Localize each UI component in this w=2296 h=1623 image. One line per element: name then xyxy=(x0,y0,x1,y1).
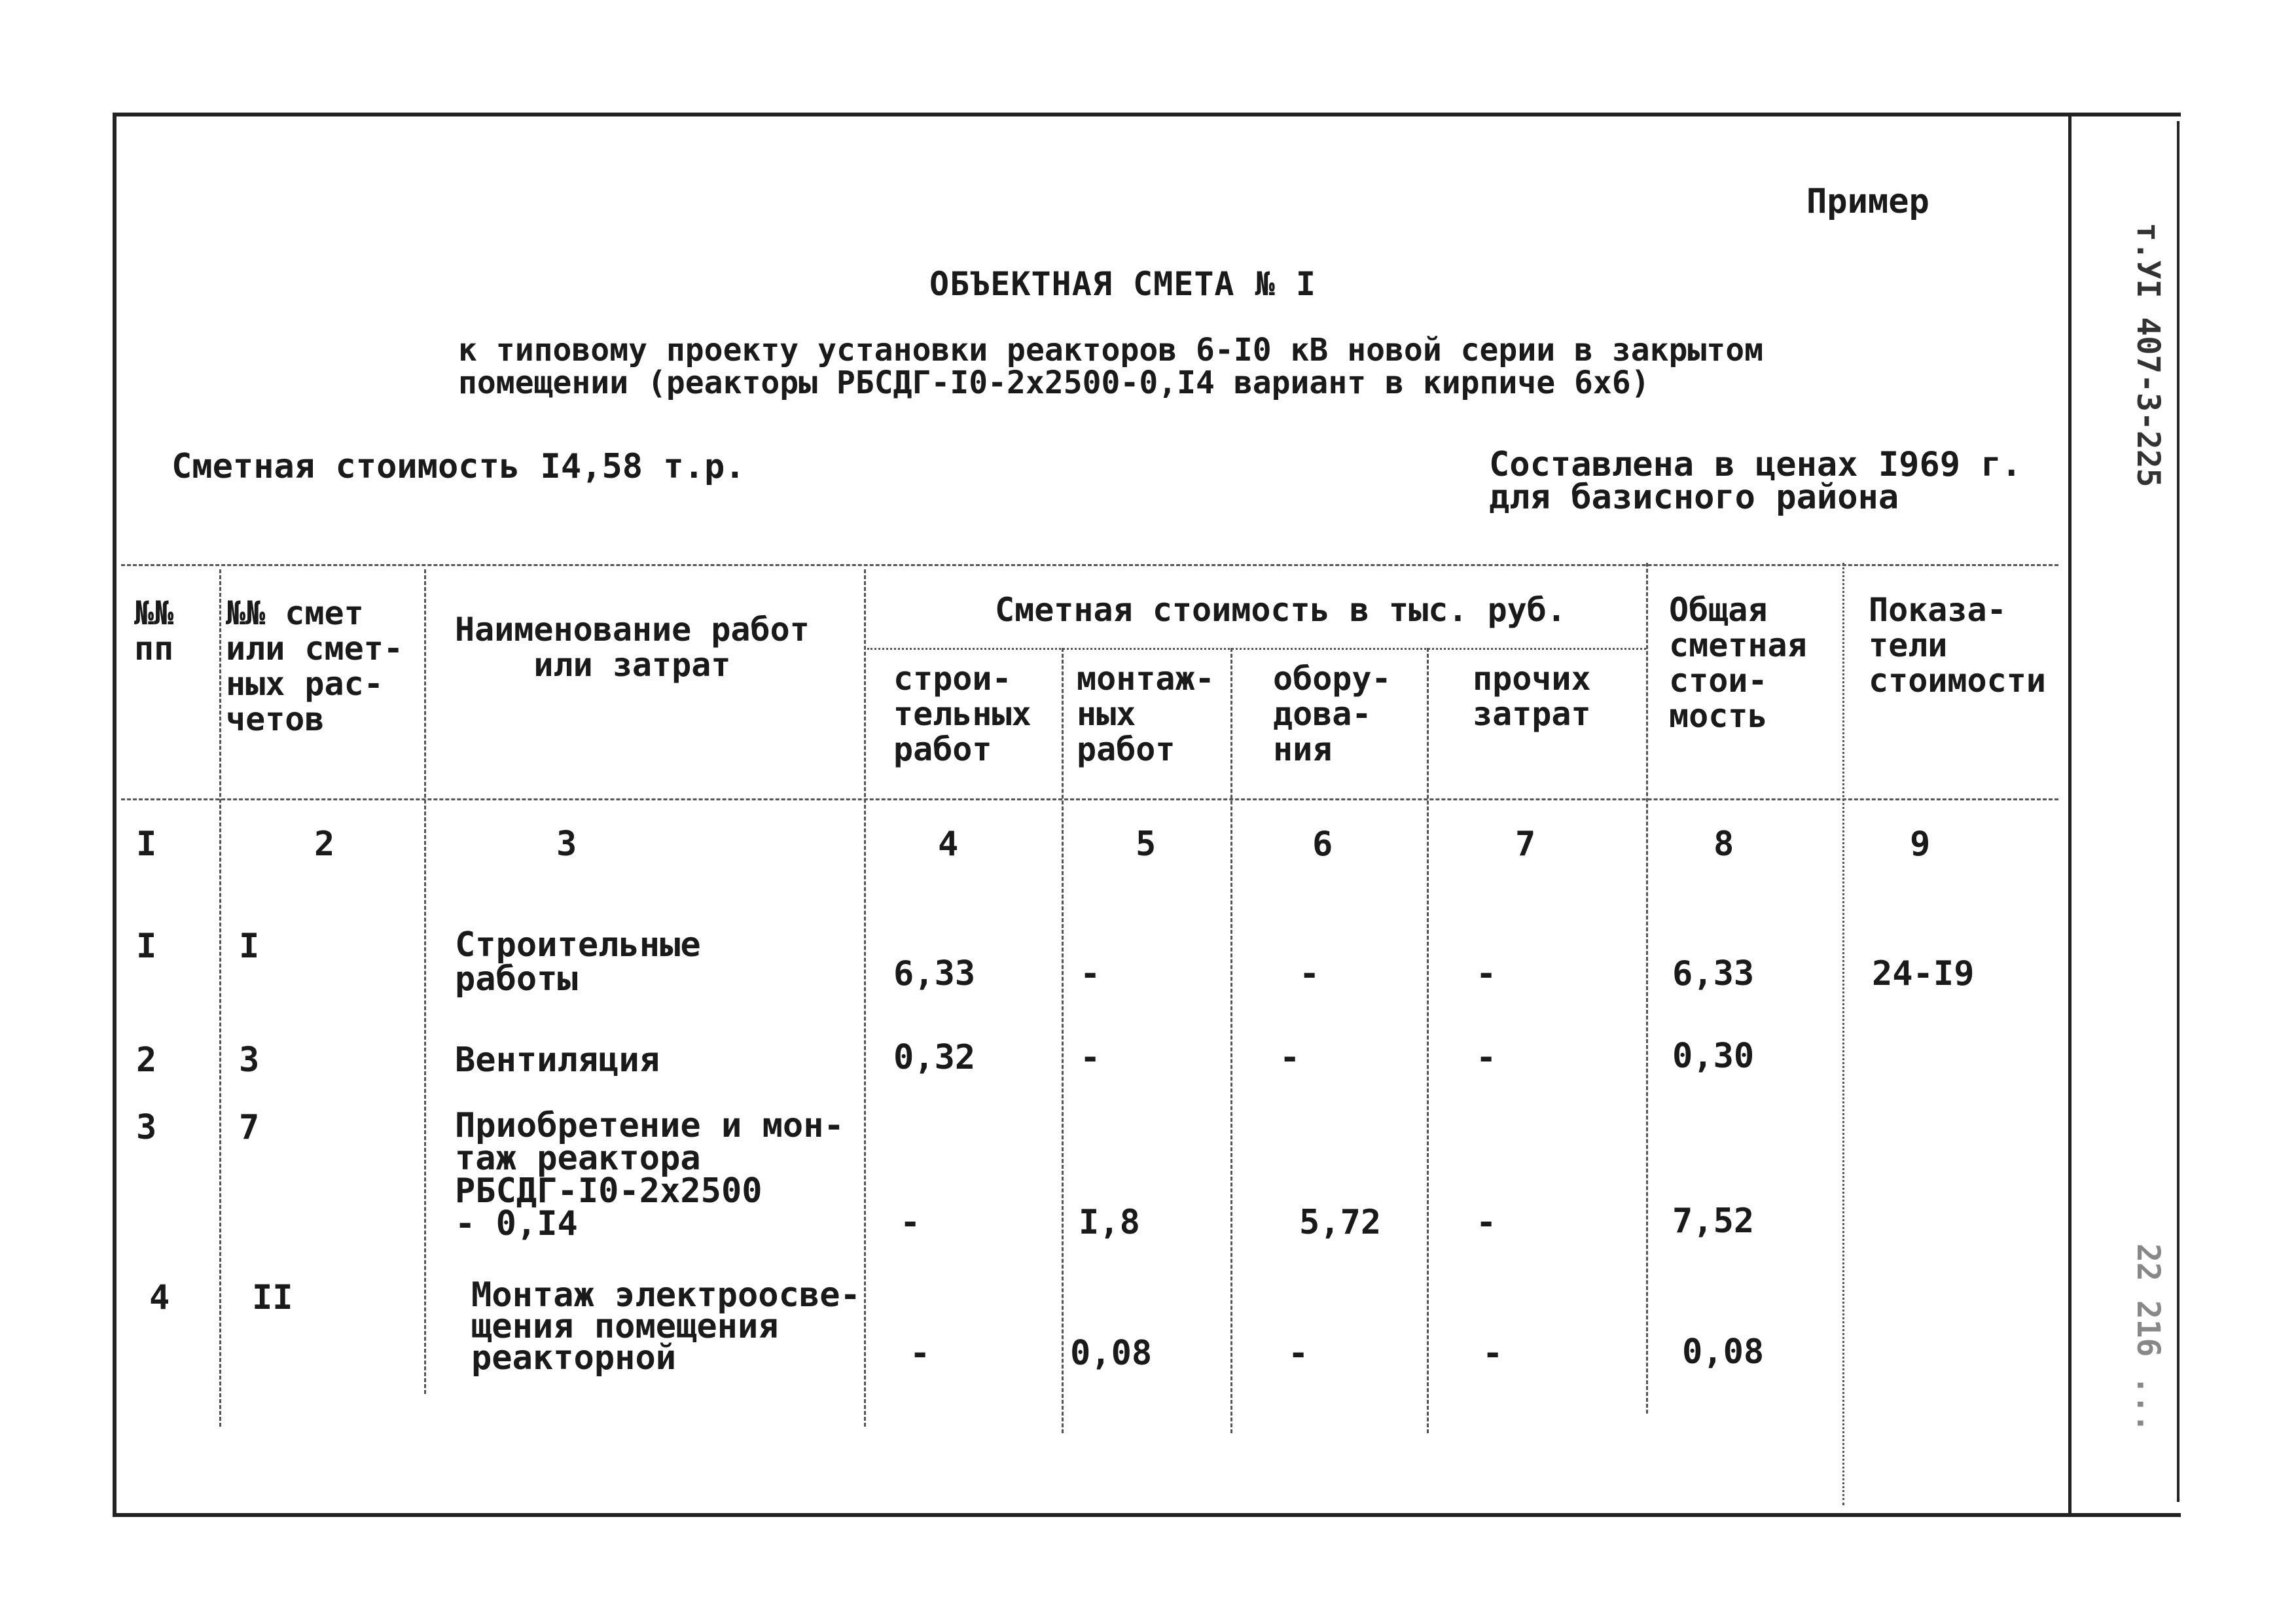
col-divider-8 xyxy=(1842,563,1844,1505)
col-number-6: 6 xyxy=(1312,825,1333,864)
col-number-4: 4 xyxy=(938,825,959,864)
row2-equipment: - xyxy=(1280,1038,1300,1077)
header-row-number: №№ пп xyxy=(134,594,174,668)
row1-other: - xyxy=(1476,954,1497,993)
col-divider-5 xyxy=(1230,648,1232,1433)
side-stamp-bottom: 22 216 ... xyxy=(2130,1243,2166,1433)
row2-name: Вентиляция xyxy=(455,1041,660,1080)
row1-estimate: I xyxy=(239,927,260,966)
row1-number: I xyxy=(136,927,157,966)
header-installation: монтаж- ных работ xyxy=(1077,660,1215,768)
row3-other: - xyxy=(1476,1203,1497,1242)
header-cost-indicators: Показа- тели стоимости xyxy=(1869,591,2046,700)
document-subtitle: к типовому проекту установки реакторов 6-I0 кВ новой серии в закрытом помещении (реакторы РБСДГ-I0-2х2500-0,I4 вариант в кирпиче 6х6) xyxy=(458,332,1763,401)
row4-estimate: II xyxy=(252,1278,293,1317)
header-equipment: обору- дова- ния xyxy=(1273,660,1391,768)
header-work-name: Наименование работ или затрат xyxy=(455,611,810,684)
row4-number: 4 xyxy=(149,1278,170,1317)
table-top-rule xyxy=(121,564,2058,566)
col-divider-1 xyxy=(219,569,221,1427)
row2-number: 2 xyxy=(136,1041,157,1080)
row2-installation: - xyxy=(1080,1038,1101,1077)
col-number-9: 9 xyxy=(1910,825,1931,864)
row2-construction: 0,32 xyxy=(893,1038,976,1077)
row4-name: Монтаж электроосве- щения помещения реакторной xyxy=(471,1275,861,1378)
row3-estimate: 7 xyxy=(239,1108,260,1147)
frame-right-outer xyxy=(2177,121,2179,1502)
row4-construction: - xyxy=(910,1334,931,1373)
row4-total: 0,08 xyxy=(1682,1332,1765,1372)
row3-construction: - xyxy=(900,1203,921,1242)
col-divider-6 xyxy=(1427,648,1429,1433)
document-title: ОБЪЕКТНАЯ СМЕТА № I xyxy=(929,265,1316,303)
example-label: Пример xyxy=(1806,182,1929,221)
row2-other: - xyxy=(1476,1038,1497,1077)
frame-top xyxy=(113,113,2181,116)
header-other-costs: прочих затрат xyxy=(1473,660,1591,733)
frame-bottom xyxy=(113,1513,2181,1517)
table-header-rule xyxy=(121,798,2058,800)
row1-total: 6,33 xyxy=(1672,954,1755,993)
frame-right-inner xyxy=(2068,113,2072,1517)
row2-total: 0,30 xyxy=(1672,1037,1755,1076)
row2-estimate: 3 xyxy=(239,1041,260,1080)
prices-note: Составлена в ценах I969 г. для базисного района xyxy=(1489,445,2022,517)
col-number-7: 7 xyxy=(1515,825,1536,864)
row4-other: - xyxy=(1482,1334,1503,1373)
row3-name: Приобретение и мон- таж реактора РБСДГ-I0-2х2500 - 0,I4 xyxy=(455,1106,844,1243)
col-divider-2 xyxy=(424,569,426,1394)
frame-left xyxy=(113,113,117,1517)
side-stamp-top: т.УI 407-3-225 xyxy=(2130,223,2166,488)
row1-installation: - xyxy=(1080,954,1101,993)
row1-name: Строительные работы xyxy=(455,925,701,999)
row4-installation: 0,08 xyxy=(1070,1334,1153,1373)
table-group-rule xyxy=(867,648,1646,650)
col-divider-3 xyxy=(864,569,866,1427)
estimated-cost: Сметная стоимость I4,58 т.р. xyxy=(171,447,745,486)
col-divider-4 xyxy=(1062,648,1064,1433)
row4-equipment: - xyxy=(1288,1334,1309,1373)
header-construction: строи- тельных работ xyxy=(893,660,1031,768)
row1-construction: 6,33 xyxy=(893,954,976,993)
header-estimate-number: №№ смет или смет- ных рас- четов xyxy=(226,594,403,738)
col-divider-7 xyxy=(1646,563,1648,1414)
row3-equipment: 5,72 xyxy=(1299,1203,1382,1242)
col-number-3: 3 xyxy=(556,825,577,864)
row1-indicator: 24-I9 xyxy=(1872,954,1975,993)
col-number-2: 2 xyxy=(314,825,335,864)
col-number-5: 5 xyxy=(1136,825,1157,864)
col-number-1: I xyxy=(136,825,157,864)
row3-total: 7,52 xyxy=(1672,1202,1755,1241)
row3-installation: I,8 xyxy=(1079,1203,1140,1242)
row3-number: 3 xyxy=(136,1108,157,1147)
row1-equipment: - xyxy=(1299,954,1320,993)
header-cost-group: Сметная стоимость в тыс. руб. xyxy=(995,591,1566,629)
col-number-8: 8 xyxy=(1713,825,1734,864)
header-total-cost: Общая сметная стои- мость xyxy=(1669,591,1807,735)
